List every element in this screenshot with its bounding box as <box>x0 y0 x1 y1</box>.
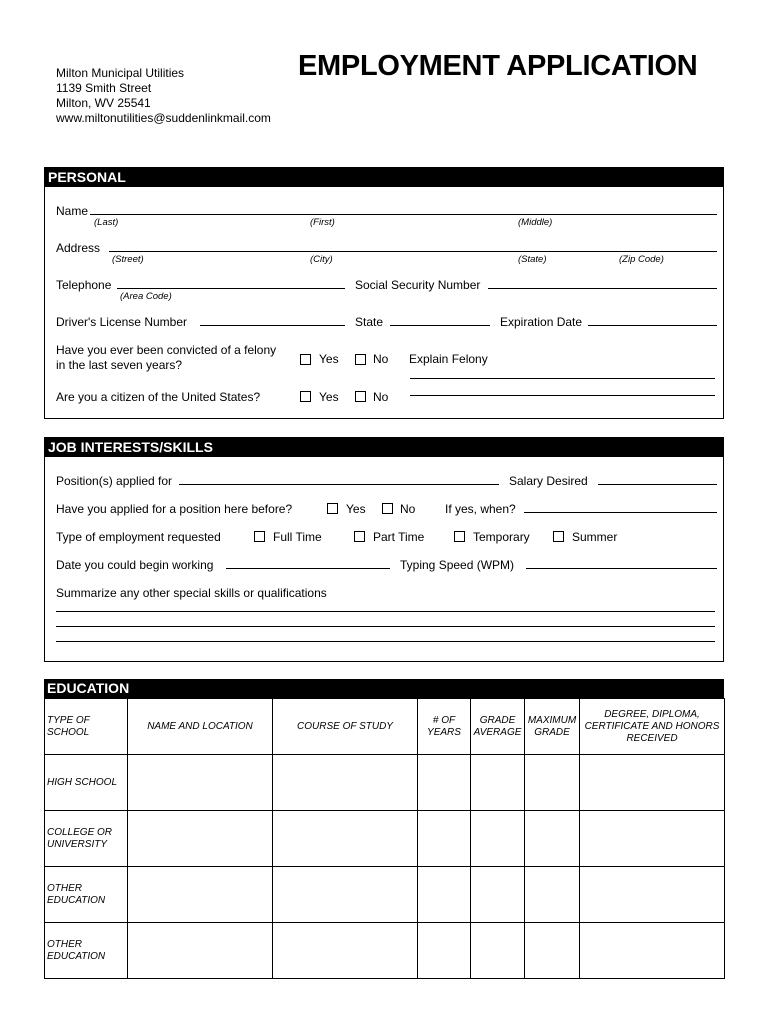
if-yes-when-line[interactable] <box>524 512 717 513</box>
addr-zip-sub: (Zip Code) <box>619 254 664 265</box>
dl-input-line[interactable] <box>200 325 345 326</box>
explain-felony-line-2[interactable] <box>410 395 715 396</box>
part-time-label: Part Time <box>373 530 425 544</box>
col-degree: DEGREE, DIPLOMA, CERTIFICATE AND HONORS RECEIVED <box>580 699 725 755</box>
telephone-input-line[interactable] <box>117 288 345 289</box>
expiration-input-line[interactable] <box>588 325 717 326</box>
full-time-label: Full Time <box>273 530 322 544</box>
cell-course[interactable] <box>273 923 418 979</box>
cell-years[interactable] <box>418 867 471 923</box>
personal-heading: PERSONAL <box>45 168 723 187</box>
cell-course[interactable] <box>273 867 418 923</box>
cell-degree[interactable] <box>580 867 725 923</box>
salary-label: Salary Desired <box>509 474 588 488</box>
typing-speed-line[interactable] <box>526 568 717 569</box>
personal-section <box>44 167 724 419</box>
col-grade-average: GRADE AVERAGE <box>471 699 525 755</box>
cell-degree[interactable] <box>580 755 725 811</box>
col-years: # OF YEARS <box>418 699 471 755</box>
felony-yes-label: Yes <box>319 352 339 366</box>
positions-label: Position(s) applied for <box>56 474 173 488</box>
name-first-sub: (First) <box>310 217 335 228</box>
applied-yes-label: Yes <box>346 502 366 516</box>
if-yes-when-label: If yes, when? <box>445 502 516 516</box>
typing-speed-label: Typing Speed (WPM) <box>400 558 515 572</box>
cell-years[interactable] <box>418 755 471 811</box>
skills-line-3[interactable] <box>56 641 715 642</box>
citizen-yes-label: Yes <box>319 390 339 404</box>
ssn-input-line[interactable] <box>488 288 717 289</box>
job-section <box>44 437 724 662</box>
citizen-no-checkbox[interactable] <box>355 391 366 402</box>
positions-input-line[interactable] <box>179 484 499 485</box>
felony-yes-checkbox[interactable] <box>300 354 311 365</box>
summer-label: Summer <box>572 530 618 544</box>
applied-before-question: Have you applied for a position here before? <box>56 502 293 516</box>
col-course-of-study: COURSE OF STUDY <box>273 699 418 755</box>
area-code-sub: (Area Code) <box>120 291 172 302</box>
table-row <box>45 867 725 923</box>
explain-felony-label: Explain Felony <box>409 352 488 366</box>
col-maximum-grade: MAXIMUM GRADE <box>525 699 580 755</box>
skills-line-1[interactable] <box>56 611 715 612</box>
cell-max-grade[interactable] <box>525 867 580 923</box>
cell-name-location[interactable] <box>128 867 273 923</box>
temporary-label: Temporary <box>473 530 530 544</box>
page-title: EMPLOYMENT APPLICATION <box>298 50 698 82</box>
table-row <box>45 923 725 979</box>
start-date-label: Date you could begin working <box>56 558 214 572</box>
cell-grade[interactable] <box>471 923 525 979</box>
felony-no-label: No <box>373 352 389 366</box>
job-heading: JOB INTERESTS/SKILLS <box>45 438 723 457</box>
name-middle-sub: (Middle) <box>518 217 553 228</box>
address-label: Address <box>56 241 101 255</box>
cell-max-grade[interactable] <box>525 811 580 867</box>
salary-input-line[interactable] <box>598 484 717 485</box>
applied-yes-checkbox[interactable] <box>327 503 338 514</box>
skills-label: Summarize any other special skills or qualifications <box>56 586 327 600</box>
temporary-checkbox[interactable] <box>454 531 465 542</box>
col-name-location: NAME AND LOCATION <box>128 699 273 755</box>
felony-question-2: in the last seven years? <box>56 358 183 372</box>
cell-name-location[interactable] <box>128 755 273 811</box>
explain-felony-line-1[interactable] <box>410 378 715 379</box>
row-type-label: OTHER EDUCATION <box>45 867 128 923</box>
start-date-line[interactable] <box>226 568 390 569</box>
cell-years[interactable] <box>418 923 471 979</box>
telephone-label: Telephone <box>56 278 112 292</box>
skills-line-2[interactable] <box>56 626 715 627</box>
addr-state-sub: (State) <box>518 254 547 265</box>
cell-grade[interactable] <box>471 867 525 923</box>
education-heading: EDUCATION <box>44 679 724 698</box>
table-row <box>45 811 725 867</box>
state-input-line[interactable] <box>390 325 490 326</box>
expiration-label: Expiration Date <box>500 315 583 329</box>
cell-degree[interactable] <box>580 923 725 979</box>
education-header-row <box>45 699 725 755</box>
cell-name-location[interactable] <box>128 923 273 979</box>
summer-checkbox[interactable] <box>553 531 564 542</box>
dl-label: Driver's License Number <box>56 315 187 329</box>
row-type-label: HIGH SCHOOL <box>45 755 128 811</box>
cell-max-grade[interactable] <box>525 923 580 979</box>
org-name: Milton Municipal Utilities <box>56 66 185 80</box>
cell-course[interactable] <box>273 811 418 867</box>
part-time-checkbox[interactable] <box>354 531 365 542</box>
cell-max-grade[interactable] <box>525 755 580 811</box>
citizen-yes-checkbox[interactable] <box>300 391 311 402</box>
addr-city-sub: (City) <box>310 254 333 265</box>
cell-grade[interactable] <box>471 811 525 867</box>
cell-name-location[interactable] <box>128 811 273 867</box>
ssn-label: Social Security Number <box>355 278 481 292</box>
state-label: State <box>355 315 384 329</box>
full-time-checkbox[interactable] <box>254 531 265 542</box>
cell-years[interactable] <box>418 811 471 867</box>
cell-course[interactable] <box>273 755 418 811</box>
name-input-line[interactable] <box>90 214 717 215</box>
org-web: www.miltonutilities@suddenlinkmail.com <box>56 111 271 125</box>
cell-degree[interactable] <box>580 811 725 867</box>
col-type-of-school: TYPE OF SCHOOL <box>45 699 128 755</box>
address-input-line[interactable] <box>109 251 717 252</box>
row-type-label: OTHER EDUCATION <box>45 923 128 979</box>
org-city: Milton, WV 25541 <box>56 96 151 110</box>
name-label: Name <box>56 204 89 218</box>
org-street: 1139 Smith Street <box>56 81 152 95</box>
applied-no-label: No <box>400 502 416 516</box>
citizen-question: Are you a citizen of the United States? <box>56 390 261 404</box>
name-last-sub: (Last) <box>94 217 119 228</box>
felony-question-1: Have you ever been convicted of a felony <box>56 343 277 357</box>
citizen-no-label: No <box>373 390 389 404</box>
felony-no-checkbox[interactable] <box>355 354 366 365</box>
table-row <box>45 755 725 811</box>
applied-no-checkbox[interactable] <box>382 503 393 514</box>
row-type-label: COLLEGE OR UNIVERSITY <box>45 811 128 867</box>
addr-street-sub: (Street) <box>112 254 144 265</box>
education-table <box>44 698 725 979</box>
employment-type-label: Type of employment requested <box>56 530 221 544</box>
cell-grade[interactable] <box>471 755 525 811</box>
